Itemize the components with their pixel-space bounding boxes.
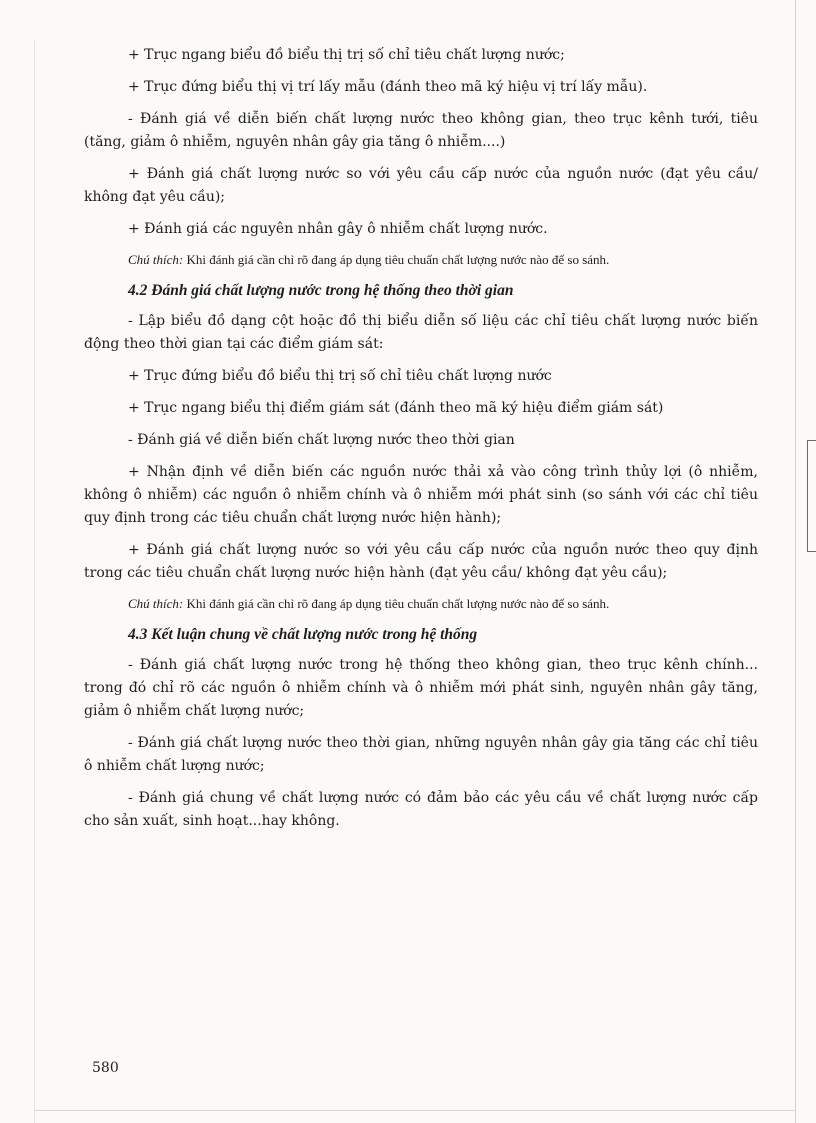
- note-2: [84, 594, 758, 614]
- paragraph-spatial-assessment: - Đánh giá về diễn biến chất lượng nước theo không gian, theo trục kênh tưới, tiêu (tăng, giảm ô nhiễm, nguyên nhân gây gia tăng ô nhiễm....): [84, 111, 758, 150]
- section-heading-4-2: 4.2 Đánh giá chất lượng nước trong hệ thống theo thời gian: [128, 282, 514, 299]
- paragraph-general-conclusion: - Đánh giá chung về chất lượng nước có đảm bảo các yêu cầu về chất lượng nước cấp cho sản xuất, sinh hoạt...hay không.: [84, 790, 758, 829]
- note-2-label: Chú thích:: [128, 596, 184, 611]
- paragraph-pollution-causes: + Đánh giá các nguyên nhân gây ô nhiễm chất lượng nước.: [128, 221, 548, 237]
- paragraph-horizontal-axis-points: + Trục ngang biểu thị điểm giám sát (đánh theo mã ký hiệu điểm giám sát): [128, 400, 664, 416]
- page-right-edge: [795, 0, 796, 1123]
- paragraph-supply-requirement: + Đánh giá chất lượng nước so với yêu cầu cấp nước của nguồn nước (đạt yêu cầu/ không đạt yêu cầu);: [84, 166, 758, 205]
- note-1: [84, 250, 758, 270]
- page-left-edge: [34, 40, 35, 1123]
- paragraph-vertical-axis-values: + Trục đứng biểu đồ biểu thị trị số chỉ tiêu chất lượng nước: [128, 368, 552, 384]
- paragraph-wastewater-sources: + Nhận định về diễn biến các nguồn nước thải xả vào công trình thủy lợi (ô nhiễm, không ô nhiễm) các nguồn ô nhiễm chính và ô nhiễm mới phát sinh (so sánh với các chỉ tiêu quy định trong các tiêu chuẩn chất lượng nước hiện hành);: [84, 464, 758, 526]
- section-heading-4-3: 4.3 Kết luận chung về chất lượng nước trong hệ thống: [128, 626, 478, 643]
- paragraph-spatial-conclusion: - Đánh giá chất lượng nước trong hệ thống theo không gian, theo trục kênh chính... trong đó chỉ rõ các nguồn ô nhiễm chính và ô nhiễm mới phát sinh, nguyên nhân gây tăng, giảm ô nhiễm chất lượng nước;: [84, 657, 758, 719]
- paragraph-temporal-conclusion: - Đánh giá chất lượng nước theo thời gian, những nguyên nhân gây gia tăng các chỉ tiêu ô nhiễm chất lượng nước;: [84, 735, 758, 774]
- paragraph-temporal-assessment: - Đánh giá về diễn biến chất lượng nước theo thời gian: [128, 432, 515, 448]
- note-1-text: Khi đánh giá cần chỉ rõ đang áp dụng tiêu chuẩn chất lượng nước nào để so sánh.: [183, 252, 610, 267]
- paragraph-horizontal-axis: + Trục ngang biểu đồ biểu thị trị số chỉ tiêu chất lượng nước;: [128, 47, 565, 63]
- page-bottom-edge: [34, 1110, 796, 1111]
- page-number: 580: [92, 1060, 119, 1076]
- paragraph-standards-compliance: + Đánh giá chất lượng nước so với yêu cầu cấp nước của nguồn nước theo quy định trong các tiêu chuẩn chất lượng nước hiện hành (đạt yêu cầu/ không đạt yêu cầu);: [84, 542, 758, 581]
- page-body: [84, 44, 758, 842]
- side-tab-marker: [807, 440, 816, 552]
- note-2-text: Khi đánh giá cần chỉ rõ đang áp dụng tiêu chuẩn chất lượng nước nào để so sánh.: [183, 596, 610, 611]
- paragraph-chart-setup: - Lập biểu đồ dạng cột hoặc đồ thị biểu diễn số liệu các chỉ tiêu chất lượng nước biến động theo thời gian tại các điểm giám sát:: [84, 313, 758, 352]
- note-1-label: Chú thích:: [128, 252, 184, 267]
- paragraph-vertical-axis: + Trục đứng biểu thị vị trí lấy mẫu (đánh theo mã ký hiệu vị trí lấy mẫu).: [128, 79, 648, 95]
